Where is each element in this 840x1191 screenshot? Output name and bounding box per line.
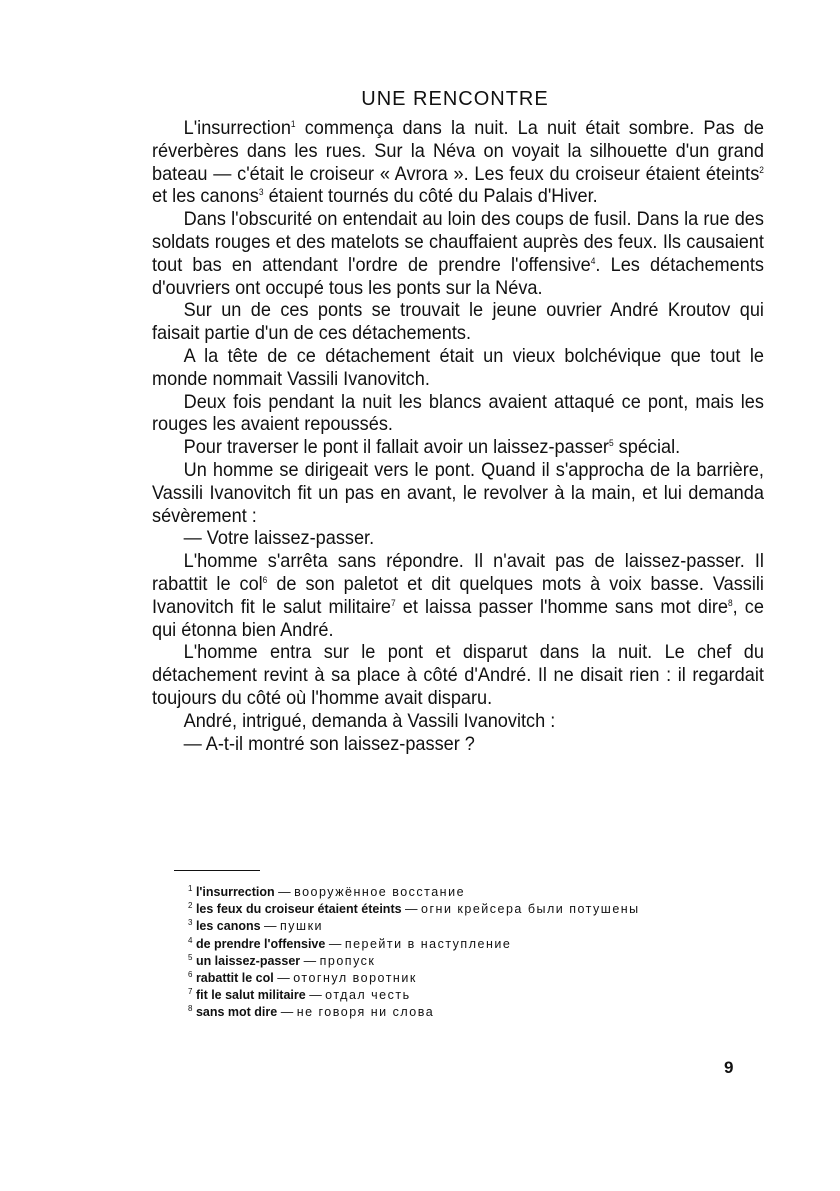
paragraph	[152, 345, 764, 391]
paragraph-text: Deux fois pendant la nuit les blancs avaient attaqué ce pont, mais les rouges les avaient repoussés.	[152, 390, 764, 436]
footnote-translation: вооружённое восстание	[294, 885, 466, 899]
paragraph-text: et les canons	[152, 185, 259, 208]
footnote-term: fit le salut militaire	[195, 988, 306, 1003]
paragraph	[152, 391, 764, 437]
paragraph-text: Dans l'obscurité on entendait au loin des coups de fusil. Dans la rue des soldats rouges et des matelots se chauffaient auprès des feux. Ils causaient tout bas en attendant l'ordre de prendre l'offensive	[152, 208, 764, 276]
footnote-ref: 6	[262, 574, 268, 585]
footnote	[152, 918, 764, 935]
paragraph	[152, 641, 764, 709]
footnote-ref: 2	[759, 164, 764, 175]
footnote-term: sans mot dire	[195, 1005, 278, 1020]
paragraph-text: commença dans la nuit. La nuit était sombre. Pas de réverbères dans les rues. Sur la Néva on voyait la silhouette d'un grand bateau — c'était le croiseur « Avrora ». Les feux du croiseur étaient éteints	[152, 117, 764, 185]
footnote	[152, 970, 764, 987]
paragraph	[152, 299, 764, 345]
footnote	[152, 901, 764, 918]
paragraph-text: A la tête de ce détachement était un vieux bolchévique que tout le monde nommait Vassili Ivanovitch.	[152, 344, 764, 390]
footnote	[152, 884, 764, 901]
paragraph-text: étaient tournés du côté du Palais d'Hiver.	[263, 185, 598, 208]
paragraph	[152, 208, 764, 299]
footnote-number: 5	[188, 952, 193, 962]
footnote	[152, 953, 764, 970]
footnote-number: 2	[188, 901, 193, 911]
footnote-dash: —	[303, 953, 317, 968]
paragraph	[152, 117, 764, 208]
footnote-dash: —	[264, 919, 277, 934]
paragraph-text: L'homme entra sur le pont et disparut dans la nuit. Le chef du détachement revint à sa place à côté d'André. Il ne disait rien : il regardait toujours du côté où l'homme avait disparu.	[152, 641, 764, 709]
footnote-ref: 5	[608, 438, 614, 449]
footnote-number: 3	[188, 918, 193, 928]
footnote-term: les feux du croiseur étaient éteints	[195, 902, 402, 917]
footnote-number: 4	[188, 935, 193, 945]
footnote-term: les canons	[195, 919, 261, 934]
footnote-translation: отогнул воротник	[293, 971, 417, 986]
footnote-number: 1	[188, 884, 193, 893]
paragraph	[152, 527, 764, 550]
footnote-divider	[174, 870, 260, 871]
body-text	[152, 117, 764, 755]
paragraph-text: L'homme s'arrêta sans répondre. Il n'avait pas de laissez-passer. Il rabattit le col	[152, 550, 764, 595]
paragraph-text: — A-t-il montré son laissez-passer ?	[183, 732, 475, 755]
paragraph-text: — Votre laissez-passer.	[183, 527, 375, 550]
paragraph	[152, 436, 764, 459]
footnote-dash: —	[309, 988, 322, 1003]
footnote-ref: 7	[391, 597, 396, 608]
paragraph	[152, 710, 764, 733]
footnote-ref: 4	[590, 255, 596, 266]
paragraph	[152, 733, 764, 756]
paragraph-text: spécial.	[613, 436, 681, 459]
paragraph-text: de son paletot et dit quelques mots à voix basse. Vassili Ivanovitch fit le salut militaire	[152, 572, 764, 618]
footnotes	[152, 884, 764, 1022]
footnote-term: rabattit le col	[195, 971, 274, 986]
paragraph-text: , ce qui étonna bien André.	[152, 595, 764, 641]
footnote-term: de prendre l'offensive	[195, 936, 326, 951]
footnote-dash: —	[277, 971, 290, 986]
footnote	[152, 987, 764, 1004]
footnote-dash: —	[328, 936, 342, 951]
chapter-title: UNE RENCONTRE	[361, 88, 549, 110]
footnote	[152, 936, 764, 953]
paragraph-text: . Les détachements d'ouvriers ont occupé tous les ponts sur la Néva.	[152, 253, 764, 299]
footnote-ref: 3	[258, 187, 264, 198]
paragraph-text: André, intrigué, demanda à Vassili Ivanovitch :	[183, 709, 556, 732]
footnote-ref: 1	[290, 119, 296, 129]
footnote-dash: —	[280, 1005, 294, 1020]
paragraph-text: Un homme se dirigeait vers le pont. Quand il s'approcha de la barrière, Vassili Ivanovitch fit un pas en avant, le revolver à la main, et lui demanda sévèrement :	[152, 458, 764, 527]
footnote-translation: не говоря ни слова	[296, 1005, 435, 1020]
footnote-translation: пушки	[280, 919, 324, 934]
footnote-term: l'insurrection	[195, 885, 275, 899]
footnote-dash: —	[278, 885, 291, 899]
footnote-number: 7	[188, 987, 193, 997]
footnote-dash: —	[405, 902, 418, 917]
footnote-number: 6	[188, 970, 193, 980]
footnote-ref: 8	[727, 597, 733, 608]
footnote-number: 8	[188, 1004, 193, 1014]
footnote-translation: огни крейсера были потушены	[421, 902, 640, 917]
page-number: 9	[724, 1058, 734, 1077]
paragraph	[152, 459, 764, 527]
footnote	[152, 1004, 764, 1021]
paragraph-text: Pour traverser le pont il fallait avoir un laissez-passer	[183, 436, 609, 459]
footnote-translation: пропуск	[319, 953, 376, 968]
footnote-translation: перейти в наступление	[344, 936, 512, 951]
footnote-term: un laissez-passer	[195, 953, 301, 968]
paragraph-text: L'insurrection	[183, 117, 291, 139]
footnote-translation: отдал честь	[325, 988, 411, 1003]
paragraph-text: Sur un de ces ponts se trouvait le jeune ouvrier André Kroutov qui faisait partie d'un de ces détachements.	[152, 299, 764, 345]
paragraph	[152, 550, 764, 641]
paragraph-text: et laissa passer l'homme sans mot dire	[395, 595, 728, 618]
